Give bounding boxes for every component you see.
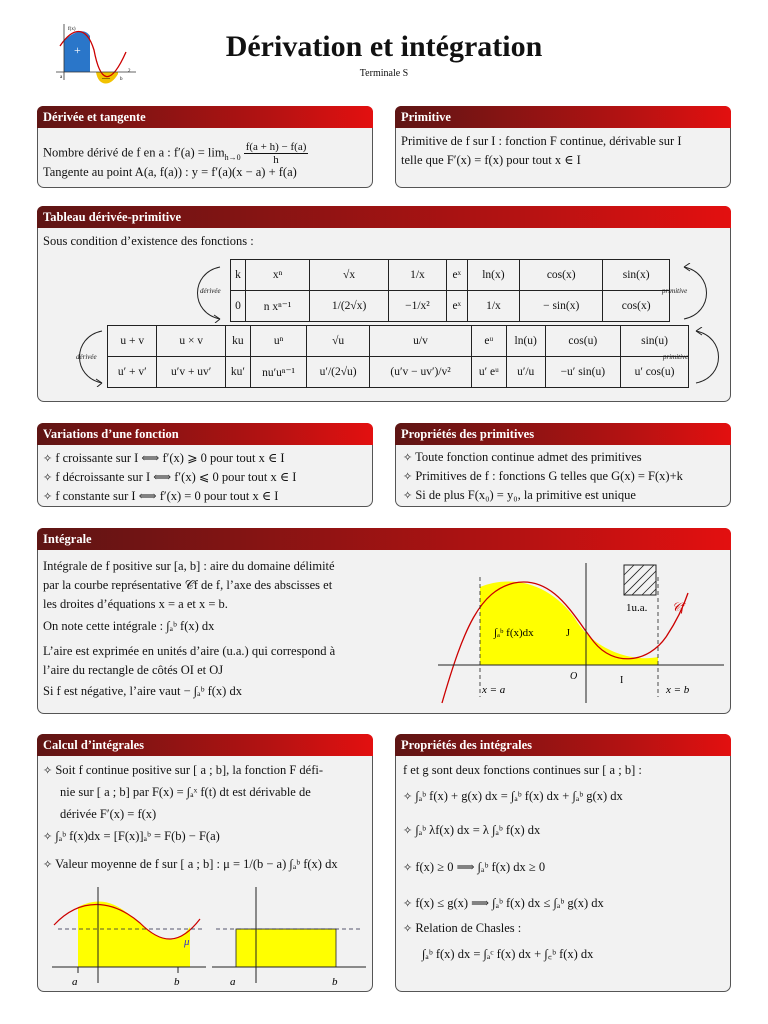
calcul-text: ∫ₐᵇ f(x)dx = [F(x)]ₐᵇ = F(b) − F(a) bbox=[55, 829, 220, 843]
table-cell: u/v bbox=[370, 326, 472, 357]
pint-text: f(x) ≥ 0 ⟹ ∫ₐᵇ f(x) dx ≥ 0 bbox=[415, 860, 546, 874]
logo-fx: f(x) bbox=[68, 27, 76, 32]
calcul-line: ✧ ∫ₐᵇ f(x)dx = [F(x)]ₐᵇ = F(b) − F(a) bbox=[43, 829, 220, 843]
table-row-u-derivatives bbox=[108, 357, 689, 388]
logo-a: a bbox=[60, 75, 63, 80]
integrale-line: Intégrale de f positive sur [a, b] : aire du domaine délimité bbox=[43, 559, 335, 573]
variations-text: f constante sur I ⟺ f′(x) = 0 pour tout x ∈ I bbox=[55, 489, 279, 503]
derivee-title: Dérivée et tangente bbox=[37, 106, 373, 128]
table-cell: (u′v − uv′)/v² bbox=[370, 357, 472, 388]
table-cell: u × v bbox=[157, 326, 226, 357]
variations-item: ✧ f décroissante sur I ⟺ f′(x) ⩽ 0 pour tout x ∈ I bbox=[43, 470, 297, 484]
integrale-line: par la courbe représentative 𝒞f de f, l’axe des abscisses et bbox=[43, 578, 333, 592]
calcul-line: ✧ Soit f continue positive sur [ a ; b], la fonction F défi- bbox=[43, 763, 324, 777]
pint-text: ∫ₐᵇ f(x) + g(x) dx = ∫ₐᵇ f(x) dx + ∫ₐᵇ g(x) dx bbox=[415, 789, 623, 803]
table-row-derivatives bbox=[231, 291, 670, 322]
table-cell: xⁿ bbox=[246, 260, 310, 291]
integrale-line: L’aire est exprimée en unités d’aire (u.a.) qui correspond à bbox=[43, 644, 336, 658]
table-cell: u + v bbox=[108, 326, 157, 357]
derivative-fraction bbox=[244, 141, 309, 166]
limit-sub: h→0 bbox=[224, 152, 241, 162]
table-cell: eᵘ bbox=[471, 326, 506, 357]
table-cell: u′v + uv′ bbox=[157, 357, 226, 388]
xa-label: x = a bbox=[482, 684, 506, 696]
calcul-title: Calcul d’intégrales bbox=[37, 734, 373, 756]
i-label: I bbox=[620, 675, 624, 686]
integrale-line: l’aire du rectangle de côtés OI et OJ bbox=[43, 663, 224, 677]
b2-label: b bbox=[332, 976, 338, 987]
variations-item: ✧ f croissante sur I ⟺ f′(x) ⩾ 0 pour tout x ∈ I bbox=[43, 451, 285, 465]
integral-label: ∫ₐᵇ f(x)dx bbox=[494, 627, 534, 639]
primitive-title: Primitive bbox=[395, 106, 731, 128]
j-label: J bbox=[566, 628, 570, 639]
b-label: b bbox=[174, 976, 180, 987]
primitive-line2: telle que F′(x) = f(x) pour tout x ∈ I bbox=[401, 153, 581, 167]
cf-label: 𝒞f bbox=[672, 600, 685, 614]
page-subtitle: Terminale S bbox=[359, 68, 409, 79]
pint-text: ∫ₐᵇ λf(x) dx = λ ∫ₐᵇ f(x) dx bbox=[415, 823, 541, 837]
table-cell: n xⁿ⁻¹ bbox=[246, 291, 310, 322]
table-cell: √u bbox=[307, 326, 370, 357]
a2-label: a bbox=[230, 976, 236, 987]
table-cell: 1/(2√x) bbox=[309, 291, 388, 322]
fraction-den: h bbox=[273, 154, 279, 166]
table-functions-x bbox=[230, 259, 670, 322]
table-cell: −u′ sin(u) bbox=[545, 357, 620, 388]
table-functions-u bbox=[107, 325, 689, 388]
arrow-primitive-2-icon bbox=[690, 327, 730, 387]
integrale-graph bbox=[434, 557, 726, 707]
table-cell: u′ cos(u) bbox=[621, 357, 689, 388]
logo-two: 2 bbox=[128, 69, 131, 74]
mean-value-graphs bbox=[50, 883, 370, 987]
calcul-box bbox=[37, 734, 373, 992]
tableau-title: Tableau dérivée-primitive bbox=[37, 206, 731, 228]
integrale-box bbox=[37, 528, 731, 714]
table-cell: 0 bbox=[231, 291, 246, 322]
calcul-line: dérivée F′(x) = f(x) bbox=[60, 807, 157, 821]
pint-item: ✧ f(x) ≤ g(x) ⟹ ∫ₐᵇ f(x) dx ≤ ∫ₐᵇ g(x) dx bbox=[403, 896, 604, 910]
table-cell: u′ eᵘ bbox=[471, 357, 506, 388]
integrale-title: Intégrale bbox=[37, 528, 731, 550]
variations-item: ✧ f constante sur I ⟺ f′(x) = 0 pour tout x ∈ I bbox=[43, 489, 279, 503]
proprietes-primitives-title: Propriétés des primitives bbox=[395, 423, 731, 445]
pint-intro: f et g sont deux fonctions continues sur [ a ; b] : bbox=[403, 763, 642, 777]
table-row-functions bbox=[231, 260, 670, 291]
pint-item: ✧ f(x) ≥ 0 ⟹ ∫ₐᵇ f(x) dx ≥ 0 bbox=[403, 860, 546, 874]
tableau-intro: Sous condition d’existence des fonctions : bbox=[43, 234, 254, 248]
pint-text: Relation de Chasles : bbox=[415, 921, 522, 935]
pint-item: ✧ ∫ₐᵇ λf(x) dx = λ ∫ₐᵇ f(x) dx bbox=[403, 823, 541, 837]
calcul-text: Valeur moyenne de f sur [ a ; b] : μ = 1/(b − a) ∫ₐᵇ f(x) dx bbox=[55, 857, 338, 871]
prim-text: Si de plus F(x₀) = y₀, la primitive est unique bbox=[415, 488, 636, 502]
primitive-box bbox=[395, 106, 731, 188]
mu-label: μ bbox=[184, 936, 190, 948]
primitive-line1: Primitive de f sur I : fonction F continue, dérivable sur I bbox=[401, 134, 682, 148]
calcul-line: nie sur [ a ; b] par F(x) = ∫ₐˣ f(t) dt est dérivable de bbox=[60, 785, 311, 799]
xb-label: x = b bbox=[666, 684, 690, 696]
logo-b: b bbox=[120, 77, 123, 82]
table-cell: ku bbox=[225, 326, 250, 357]
tableau-box bbox=[37, 206, 731, 402]
logo-plus: + bbox=[74, 43, 81, 57]
table-cell: ku′ bbox=[225, 357, 250, 388]
derivee-label-1: dérivée bbox=[200, 287, 221, 295]
calcul-text: Soit f continue positive sur [ a ; b], la fonction F défi- bbox=[55, 763, 324, 777]
variations-text: f décroissante sur I ⟺ f′(x) ⩽ 0 pour tout x ∈ I bbox=[55, 470, 297, 484]
table-cell: ln(x) bbox=[467, 260, 519, 291]
page-title: Dérivation et intégration bbox=[225, 30, 543, 63]
proprietes-integrales-title: Propriétés des intégrales bbox=[395, 734, 731, 756]
integrale-line: Si f est négative, l’aire vaut − ∫ₐᵇ f(x) dx bbox=[43, 684, 242, 698]
pint-item: ✧ Relation de Chasles : bbox=[403, 921, 522, 935]
variations-title: Variations d’une fonction bbox=[37, 423, 373, 445]
table-cell: u′ + v′ bbox=[108, 357, 157, 388]
table-cell: cos(x) bbox=[603, 291, 670, 322]
table-cell: 1/x bbox=[389, 260, 446, 291]
o-label: O bbox=[570, 671, 578, 682]
nombre-derive-text: Nombre dérivé de f en a : f′(a) = lim bbox=[43, 145, 225, 160]
table-cell: sin(x) bbox=[603, 260, 670, 291]
table-cell: u′/u bbox=[506, 357, 545, 388]
table-cell: ln(u) bbox=[506, 326, 545, 357]
prim-text: Toute fonction continue admet des primitives bbox=[415, 450, 642, 464]
table-cell: −1/x² bbox=[389, 291, 446, 322]
table-cell: √x bbox=[309, 260, 388, 291]
chasles-formula: ∫ₐᵇ f(x) dx = ∫ₐᶜ f(x) dx + ∫꜀ᵇ f(x) dx bbox=[422, 947, 594, 961]
table-cell: cos(u) bbox=[545, 326, 620, 357]
table-cell: eˣ bbox=[446, 291, 467, 322]
table-cell: 1/x bbox=[467, 291, 519, 322]
ua-label: 1u.a. bbox=[626, 602, 648, 614]
prim-text: Primitives de f : fonctions G telles que G(x) = F(x)+k bbox=[415, 469, 683, 483]
tangente-line: Tangente au point A(a, f(a)) : y = f′(a)(x − a) + f(a) bbox=[43, 165, 297, 179]
proprietes-primitives-box bbox=[395, 423, 731, 507]
fraction-num: f(a + h) − f(a) bbox=[245, 141, 307, 153]
variations-box bbox=[37, 423, 373, 507]
pint-item: ✧ ∫ₐᵇ f(x) + g(x) dx = ∫ₐᵇ f(x) dx + ∫ₐᵇ g(x) dx bbox=[403, 789, 623, 803]
derivee-label-2: dérivée bbox=[76, 353, 97, 361]
prim-item: ✧ Primitives de f : fonctions G telles que G(x) = F(x)+k bbox=[403, 469, 683, 483]
table-cell: k bbox=[231, 260, 246, 291]
table-row-u-functions bbox=[108, 326, 689, 357]
integrale-line: les droites d’équations x = a et x = b. bbox=[43, 597, 228, 611]
prim-item: ✧ Toute fonction continue admet des primitives bbox=[403, 450, 642, 464]
a-label: a bbox=[72, 976, 78, 987]
primitive-label-2: primitive bbox=[663, 353, 689, 361]
table-cell: uⁿ bbox=[250, 326, 306, 357]
derivee-box bbox=[37, 106, 373, 188]
variations-text: f croissante sur I ⟺ f′(x) ⩾ 0 pour tout x ∈ I bbox=[55, 451, 285, 465]
proprietes-integrales-box bbox=[395, 734, 731, 992]
table-cell: u′/(2√u) bbox=[307, 357, 370, 388]
logo-minus: — bbox=[102, 73, 110, 82]
calcul-line: ✧ Valeur moyenne de f sur [ a ; b] : μ = 1/(b − a) ∫ₐᵇ f(x) dx bbox=[43, 857, 338, 871]
table-cell: sin(u) bbox=[621, 326, 689, 357]
table-cell: cos(x) bbox=[520, 260, 603, 291]
pint-text: f(x) ≤ g(x) ⟹ ∫ₐᵇ f(x) dx ≤ ∫ₐᵇ g(x) dx bbox=[415, 896, 604, 910]
table-cell: nu′uⁿ⁻¹ bbox=[250, 357, 306, 388]
table-cell: eˣ bbox=[446, 260, 467, 291]
integrale-line: On note cette intégrale : ∫ₐᵇ f(x) dx bbox=[43, 619, 215, 633]
nombre-derive bbox=[43, 141, 308, 166]
table-cell: − sin(x) bbox=[520, 291, 603, 322]
prim-item: ✧ Si de plus F(x₀) = y₀, la primitive est unique bbox=[403, 488, 636, 502]
primitive-label-1: primitive bbox=[662, 287, 688, 295]
